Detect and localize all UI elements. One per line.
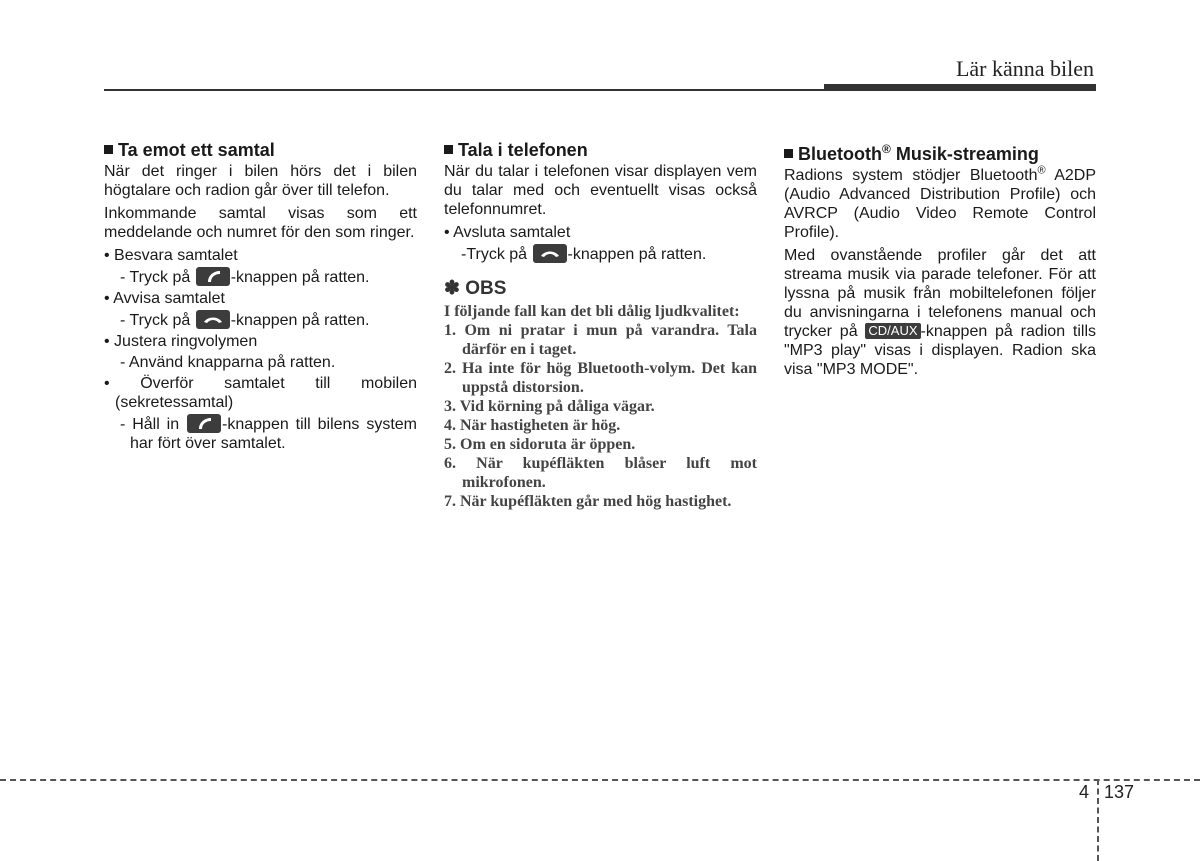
column-receive-call: [104, 139, 417, 455]
paragraph: När du talar i telefonen visar displayen vem du talar med och eventuellt visas också telefonnumret.: [444, 163, 757, 218]
note-intro: I följande fall kan det bli dålig ljudkvalitet:: [444, 303, 740, 320]
column-talk-phone: [444, 139, 757, 511]
section-heading: Ta emot ett samtal: [104, 139, 417, 161]
square-bullet-icon: [104, 145, 113, 154]
note-item: 6. När kupéfläkten blåser luft mot mikrofonen.: [444, 455, 757, 491]
footer-dashed-divider: [1097, 779, 1099, 861]
note-item: 3. Vid körning på dåliga vägar.: [444, 398, 655, 415]
list-subitem: - Tryck på -knappen på ratten.: [120, 312, 370, 329]
note-item: 4. När hastigheten är hög.: [444, 417, 621, 434]
phone-call-icon: [196, 267, 230, 286]
list-subitem: - Håll in -knappen till bilens system har fört över samtalet.: [120, 416, 417, 452]
chapter-number: 4: [1079, 782, 1090, 802]
footer-dashed-rule: [0, 779, 1200, 781]
square-bullet-icon: [784, 149, 793, 158]
note-item: 2. Ha inte för hög Bluetooth-volym. Det kan uppstå distorsion.: [444, 360, 757, 396]
section-heading: Tala i telefonen: [444, 139, 757, 161]
cd-aux-button-icon: CD/AUX: [865, 323, 920, 339]
phone-hangup-icon: [196, 310, 230, 329]
page-header-title: Lär känna bilen: [955, 56, 1094, 81]
note-item: 1. Om ni pratar i mun på varandra. Tala därför en i taget.: [444, 322, 757, 358]
header-rule-accent: [824, 84, 1096, 91]
note-item: 7. När kupéfläkten går med hög hastighet.: [444, 493, 732, 510]
page-number: 137: [1104, 782, 1135, 802]
note-body: [444, 302, 757, 511]
paragraph: Inkommande samtal visas som ett meddelande och numret för den som ringer.: [104, 205, 417, 241]
list-subitem: -Tryck på -knappen på ratten.: [461, 246, 707, 263]
list-item: • Avvisa samtalet: [104, 290, 225, 307]
list-subitem: - Tryck på -knappen på ratten.: [120, 269, 370, 286]
square-bullet-icon: [444, 145, 453, 154]
paragraph: När det ringer i bilen hörs det i bilen högtalare och radion går över till telefon.: [104, 163, 417, 199]
column-bluetooth-streaming: [784, 139, 1096, 383]
note-item: 5. Om en sidoruta är öppen.: [444, 436, 636, 453]
section-heading: Bluetooth® Musik-streaming: [784, 143, 1096, 165]
list-item: • Överför samtalet till mobilen (sekretessamtal): [104, 375, 417, 411]
list-item: • Justera ringvolymen: [104, 333, 258, 350]
phone-hangup-icon: [533, 244, 567, 263]
list-subitem: - Använd knapparna på ratten.: [120, 354, 336, 371]
paragraph: Med ovanstående profiler går det att streama musik via parade telefoner. För att lyssna på musik från mobiltelefonen följer du anvisningarna i telefonens manual och trycker på CD/AUX -knappen på radion tills "MP3 play" visas i displayen. Radion ska visa "MP3 MODE".: [784, 247, 1097, 378]
paragraph: Radions system stödjer Bluetooth® A2DP (Audio Advanced Distribution Profile) och AVRCP (Audio Video Remote Control Profile).: [784, 164, 1096, 241]
header-rule: [104, 89, 824, 91]
phone-call-icon: [187, 414, 221, 433]
list-item: • Besvara samtalet: [104, 247, 238, 264]
note-heading: ✽ OBS: [444, 278, 507, 299]
list-item: • Avsluta samtalet: [444, 224, 571, 241]
